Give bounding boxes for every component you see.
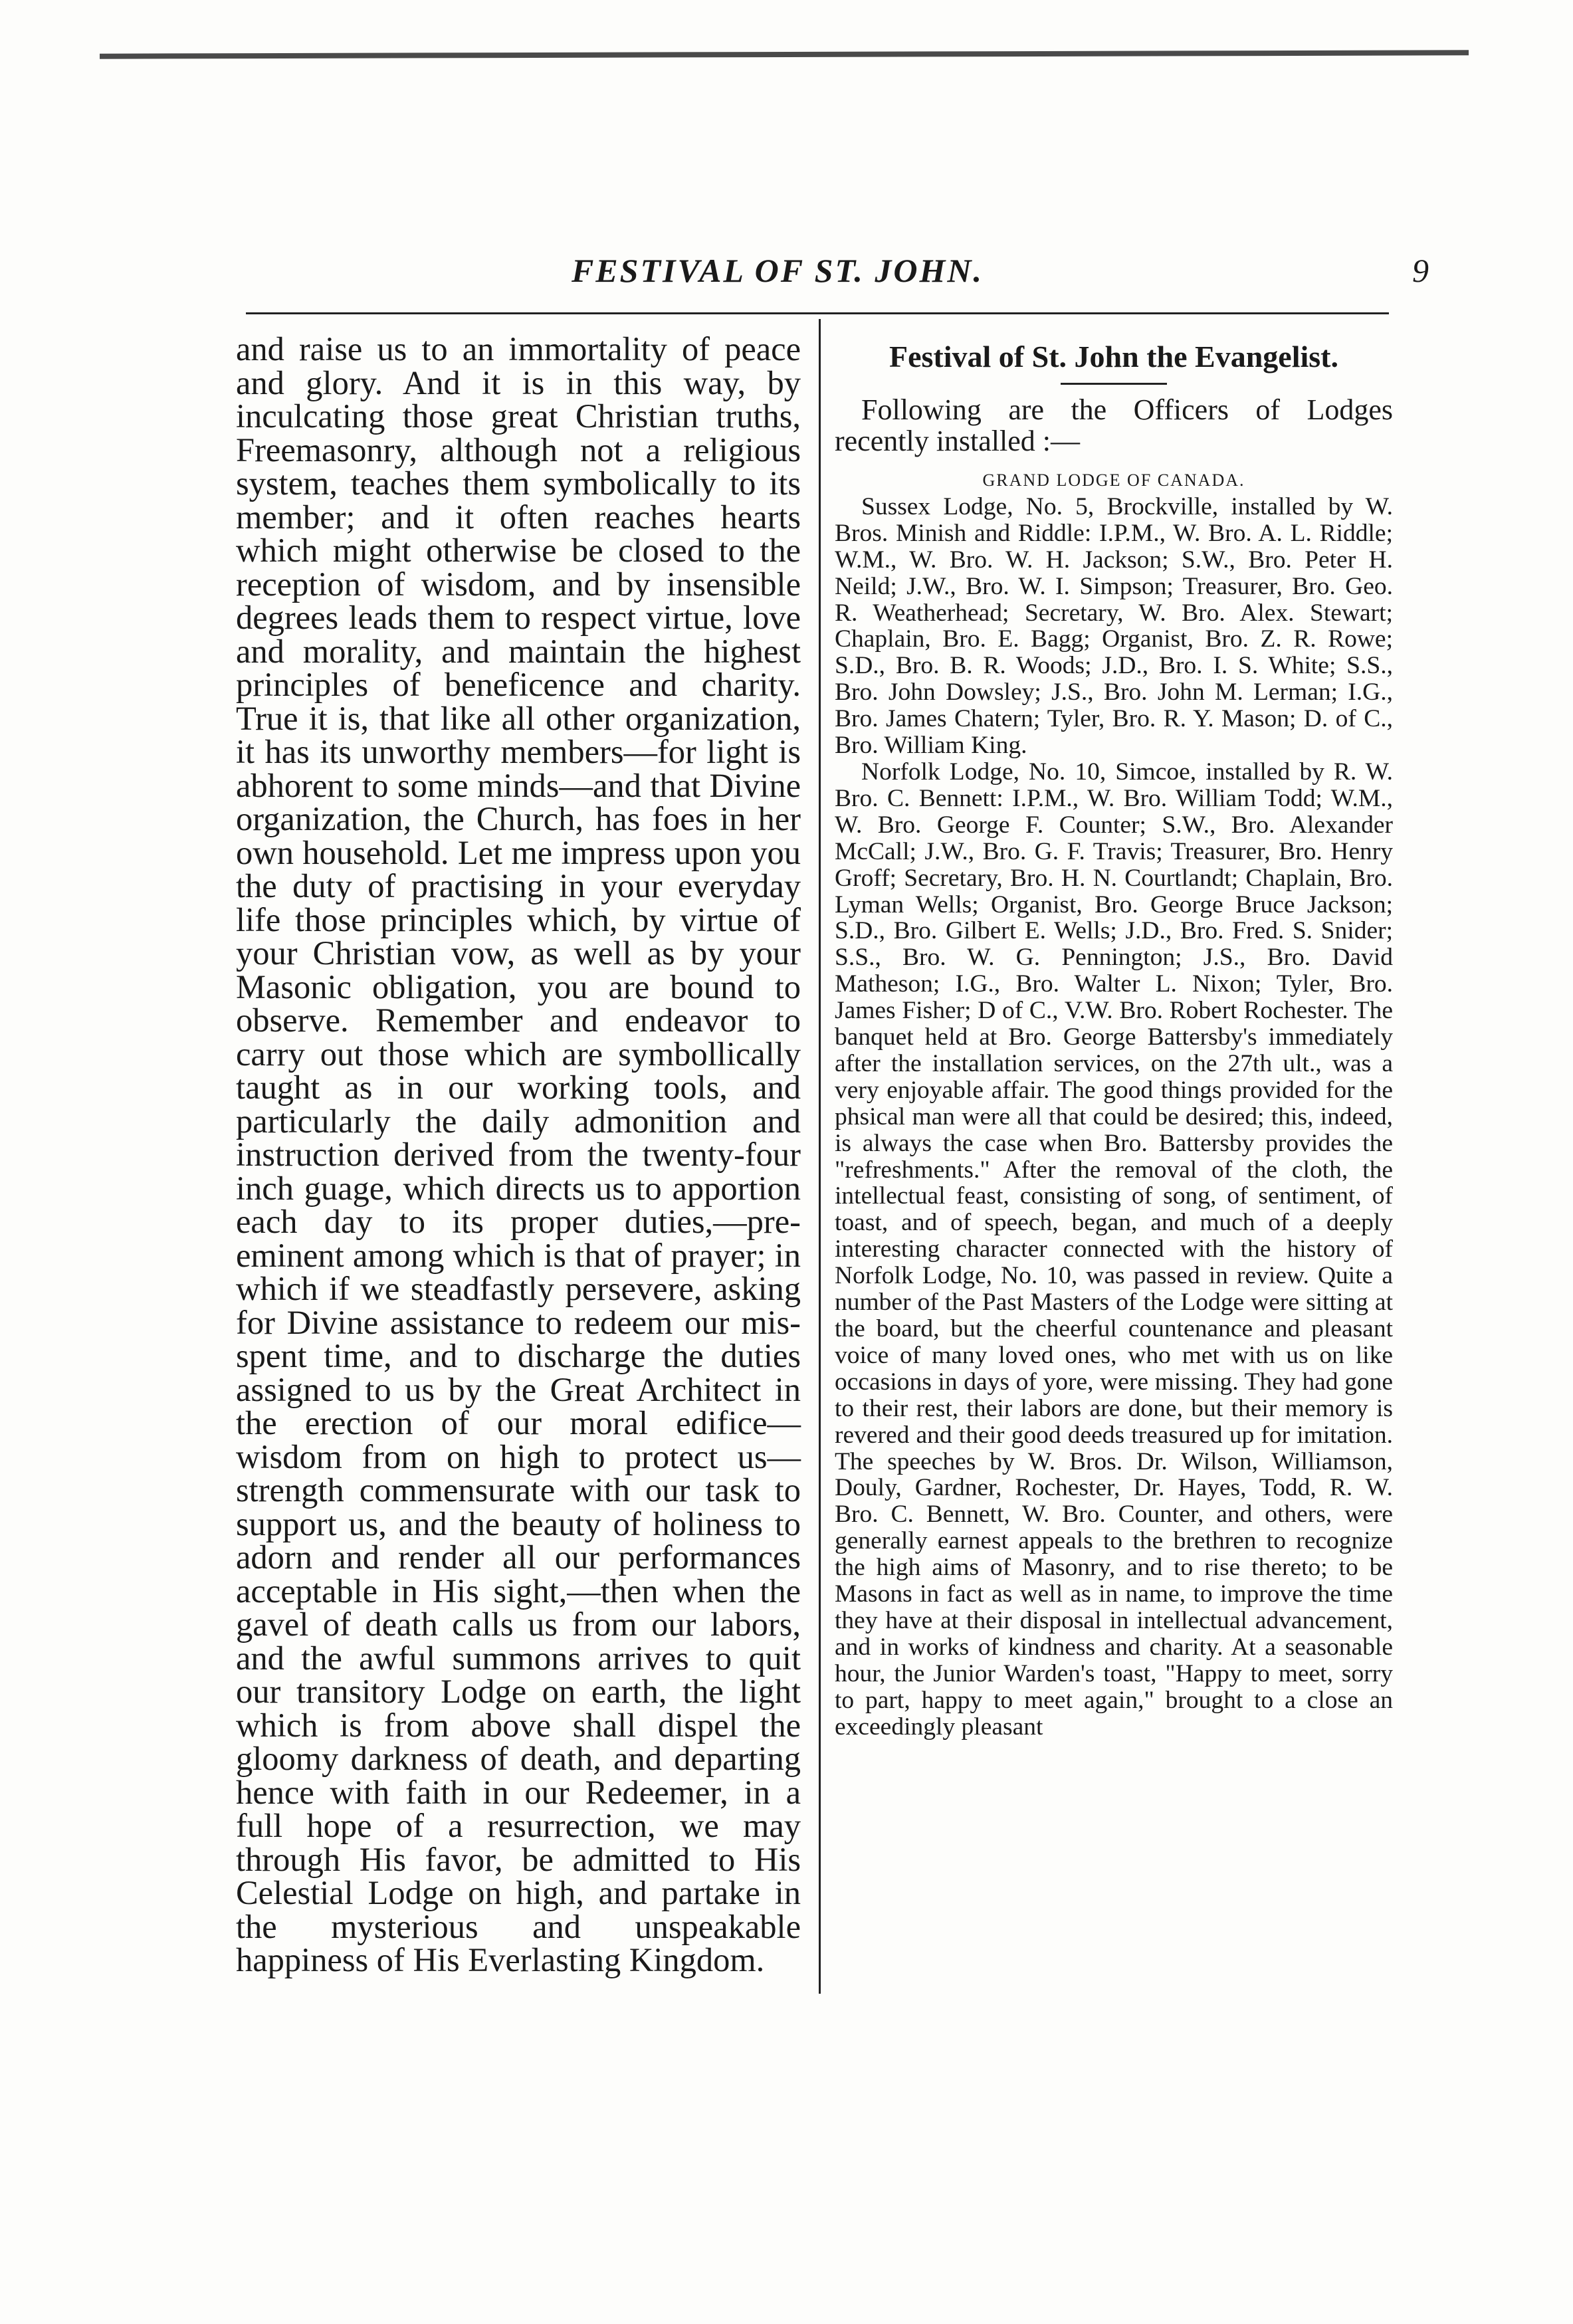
column-divider <box>819 319 821 1994</box>
title-rule <box>1061 383 1167 385</box>
grand-lodge-subhead: GRAND LODGE OF CANADA. <box>982 471 1245 490</box>
page-number: 9 <box>1412 252 1429 289</box>
top-edge-rule <box>100 50 1469 58</box>
norfolk-lodge-paragraph: Norfolk Lodge, No. 10, Simcoe, installed by R. W. Bro. C. Bennett: I.P.M., W. Bro. William Todd; W.M., W. Bro. George F. Counter; S.W., Bro. Alexander McCall; J.W., Bro. G. F. Travis; Treasurer, Bro. Henry Groff; Secretary, Bro. H. N. Courtlandt; Chaplain, Bro. Lyman Wells; Organist, Bro. George Bruce Jackson; S.D., Bro. Gilbert E. Wells; J.D., Bro. Fred. S. Snider; S.S., Bro. W. G. Pennington; J.S., Bro. David Matheson; I.G., Bro. Walter L. Nixon; Tyler, Bro. James Fisher; D of C., V.W. Bro. Robert Rochester. The banquet held at Bro. George Battersby's immediately after the installation services, on the 27th ult., was a very enjoyable affair. The good things provided for the phsical man were all that could be desired; this, indeed, is always the case when Bro. Battersby provides the "refreshments." After the removal of the cloth, the intellectual feast, consisting of song, of sentiment, of toast, and of speech, began, and much of a deeply interesting character connected with the history of Norfolk Lodge, No. 10, was passed in review. Quite a number of the Past Masters of the Lodge were sitting at the board, but the cheerful countenance and pleasant voice of many loved ones, who met with us on like occasions in days of yore, were missing. They had gone to their rest, their labors are done, but their memory is revered and their good deeds treasured up for imitation. The speeches by W. Bros. Dr. Wilson, Williamson, Douly, Gardner, Rochester, Dr. Hayes, Todd, R. W. Bro. C. Bennett, W. Bro. Counter, and others, were generally earnest appeals to the brethren to recognize the high aims of Masonry, and to rise thereto; to be Masons in fact as well as in name, to improve the time they have at their disposal in intellectual advancement, and in works of kindness and charity. At a seasonable hour, the Junior Warden's toast, "Happy to meet, sorry to part, happy to meet again," brought to a close an exceedingly pleasant <box>835 758 1393 1741</box>
left-column <box>236 332 801 1977</box>
sussex-lodge-paragraph: Sussex Lodge, No. 5, Brockville, installed by W. Bros. Minish and Riddle: I.P.M., W. Bro. A. L. Riddle; W.M., W. Bro. W. H. Jackson; S.W., Bro. Peter H. Neild; J.W., Bro. W. I. Simpson; Treasurer, Bro. Geo. R. Weatherhead; Secretary, W. Bro. Alex. Stewart; Chaplain, Bro. E. Bagg; Organist, Bro. Z. R. Rowe; S.D., Bro. B. R. Woods; J.D., Bro. I. S. White; S.S., Bro. John Dowsley; J.S., Bro. John M. Lerman; I.G., Bro. James Chatern; Tyler, Bro. R. Y. Mason; D. of C., Bro. William King. <box>835 492 1393 760</box>
right-column <box>835 339 1393 1741</box>
intro-text: Following are the Officers of Lodges recently installed :— <box>835 393 1393 457</box>
section-title: Festival of St. John the Evangelist. <box>889 340 1338 373</box>
left-column-text: and raise us to an immortality of peace and glory. And it is in this way, by inculcating those great Christian truths, Freemasonry, although not a religious system, teaches them symbolically to its member; and it often reaches hearts which might otherwise be closed to the reception of wisdom, and by insensible degrees leads them to respect virtue, love and morality, and maintain the highest principles of beneficence and charity. True it is, that like all other organization, it has its unworthy members—for light is abhorent to some minds—and that Divine organization, the Church, has foes in her own household. Let me impress upon you the duty of practising in your everyday life those principles which, by virtue of your Christian vow, as well as by your Masonic obligation, you are bound to observe. Remember and endeavor to carry out those which are symbollically taught as in our working tools, and particularly the daily admonition and instruction derived from the twenty-four inch guage, which directs us to apportion each day to its proper duties,—pre-eminent among which is that of prayer; in which if we steadfastly persevere, asking for Divine assistance to redeem our mis-spent time, and to discharge the duties assigned to us by the Great Architect in the erection of our moral edifice—wisdom from on high to protect us—strength commensurate with our task to support us, and the beauty of holiness to adorn and render all our performances acceptable in His sight,—then when the gavel of death calls us from our labors, and the awful summons arrives to quit our transitory Lodge on earth, the light which is from above shall dispel the gloomy darkness of death, and departing hence with faith in our Redeemer, in a full hope of a resurrection, we may through His favor, be admitted to His Celestial Lodge on high, and partake in the mysterious and unspeakable happiness of His Everlasting Kingdom. <box>236 330 801 1978</box>
page-header <box>246 251 1429 298</box>
running-title: FESTIVAL OF ST. JOHN. <box>571 252 984 289</box>
header-rule <box>246 312 1389 314</box>
